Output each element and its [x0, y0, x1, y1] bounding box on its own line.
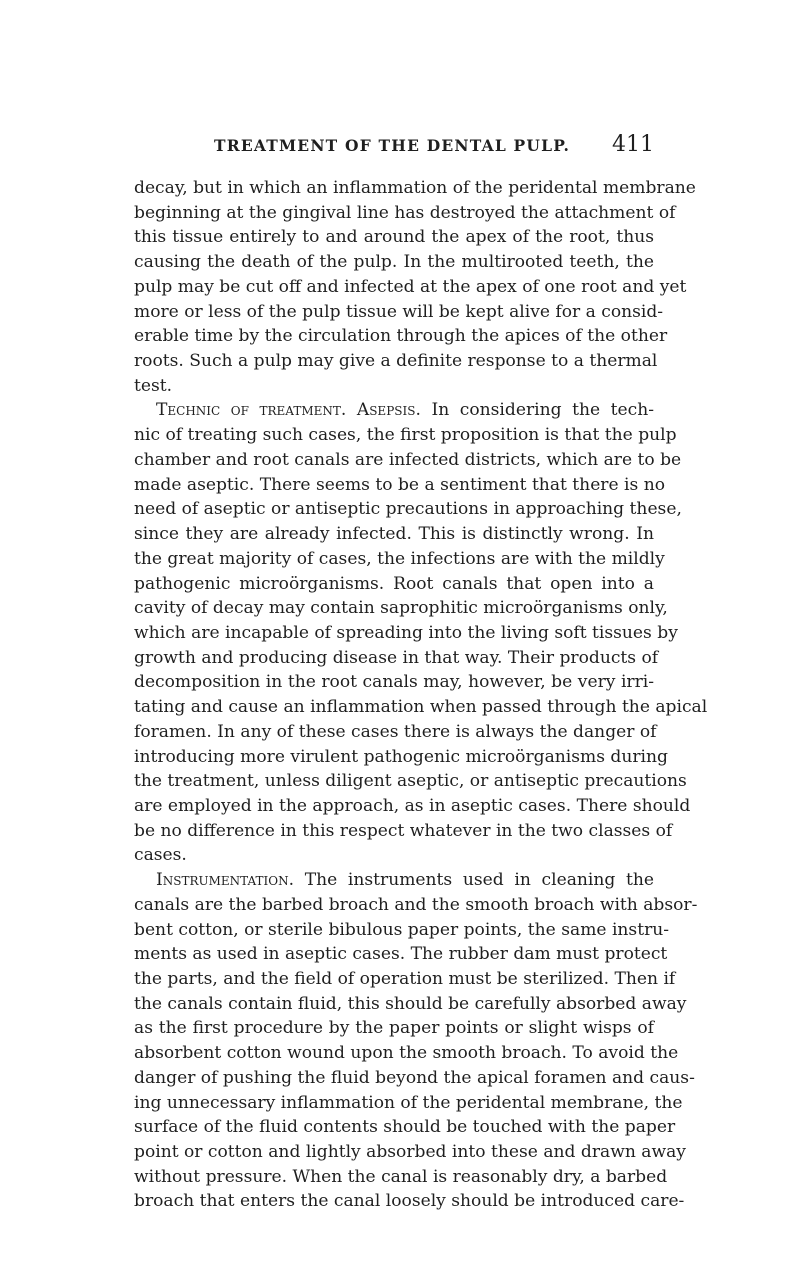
text-fragment: In considering the tech- — [420, 400, 654, 421]
text-line: made aseptic. There seems to be a sentiment that there is no — [134, 474, 665, 495]
text-line: need of aseptic or antiseptic precautions in approaching these, — [134, 499, 682, 520]
text-line: this tissue entirely to and around the apex of the root, thus — [134, 227, 654, 248]
text-line: the canals contain fluid, this should be carefully absorbed away — [134, 993, 687, 1014]
text-line: point or cotton and lightly absorbed into these and drawn away — [134, 1142, 686, 1163]
text-line: which are incapable of spreading into the living soft tissues by — [134, 622, 678, 643]
text-line: beginning at the gingival line has destroyed the attachment of — [134, 202, 676, 223]
running-header — [134, 132, 654, 160]
text-line: chamber and root canals are infected districts, which are to be — [134, 449, 682, 470]
text-fragment: The instruments used in cleaning the — [294, 870, 654, 891]
text-line: causing the death of the pulp. In the multirooted teeth, the — [134, 252, 654, 273]
text-line: the parts, and the field of operation must be sterilized. Then if — [134, 969, 676, 989]
text-line: pulp may be cut off and infected at the apex of one root and yet — [134, 276, 687, 297]
text-line: ing unnecessary inflammation of the peridental membrane, the — [134, 1092, 683, 1113]
text-line: ments as used in aseptic cases. The rubber dam must protect — [134, 944, 668, 965]
body-text — [134, 176, 708, 1214]
text-line: cavity of decay may contain saprophitic microörganisms only, — [134, 598, 668, 619]
text-line: introducing more virulent pathogenic microörganisms during — [134, 746, 668, 767]
text-line: cases. — [134, 845, 187, 866]
text-line: absorbent cotton wound upon the smooth broach. To avoid the — [134, 1043, 679, 1064]
text-line: bent cotton, or sterile bibulous paper points, the same instru- — [134, 919, 670, 940]
text-line: danger of pushing the fluid beyond the apical foramen and caus- — [134, 1067, 695, 1088]
text-line: decay, but in which an inflammation of the peridental membrane — [134, 178, 696, 198]
text-line: more or less of the pulp tissue will be kept alive for a consid- — [134, 301, 664, 322]
text-line: foramen. In any of these cases there is always the danger of — [134, 721, 657, 742]
text-line: the great majority of cases, the infections are with the mildly — [134, 548, 665, 569]
text-line: growth and producing disease in that way. Their products of — [134, 647, 659, 668]
text-line: be no difference in this respect whatever in the two classes of — [134, 820, 673, 841]
text-line: decomposition in the root canals may, however, be very irri- — [134, 672, 654, 693]
text-line: canals are the barbed broach and the smooth broach with absor- — [134, 894, 698, 915]
text-line: are employed in the approach, as in aseptic cases. There should — [134, 795, 691, 816]
paragraph-first-line — [134, 868, 654, 893]
page-number: 411 — [612, 132, 654, 157]
running-header-title: TREATMENT OF THE DENTAL PULP. — [214, 136, 571, 155]
section-heading: Instrumentation. — [156, 870, 295, 891]
text-line: surface of the fluid contents should be touched with the paper — [134, 1117, 676, 1138]
text-line: since they are already infected. This is distinctly wrong. In — [134, 524, 654, 545]
text-line: nic of treating such cases, the first proposition is that the pulp — [134, 425, 677, 446]
text-line: as the first procedure by the paper points or slight wisps of — [134, 1018, 654, 1039]
paragraph-first-line — [134, 398, 654, 423]
text-line: the treatment, unless diligent aseptic, or antiseptic precautions — [134, 771, 687, 792]
section-heading: Technic of treatment. Asepsis. — [156, 400, 421, 421]
text-line: broach that enters the canal loosely should be introduced care- — [134, 1191, 685, 1212]
text-line: test. — [134, 375, 173, 396]
text-line: erable time by the circulation through the apices of the other — [134, 326, 668, 347]
text-line: pathogenic microörganisms. Root canals that open into a — [134, 573, 654, 594]
text-line: roots. Such a pulp may give a definite response to a thermal — [134, 351, 658, 372]
text-line: without pressure. When the canal is reasonably dry, a barbed — [134, 1166, 668, 1187]
text-line: tating and cause an inflammation when passed through the apical — [134, 697, 708, 718]
